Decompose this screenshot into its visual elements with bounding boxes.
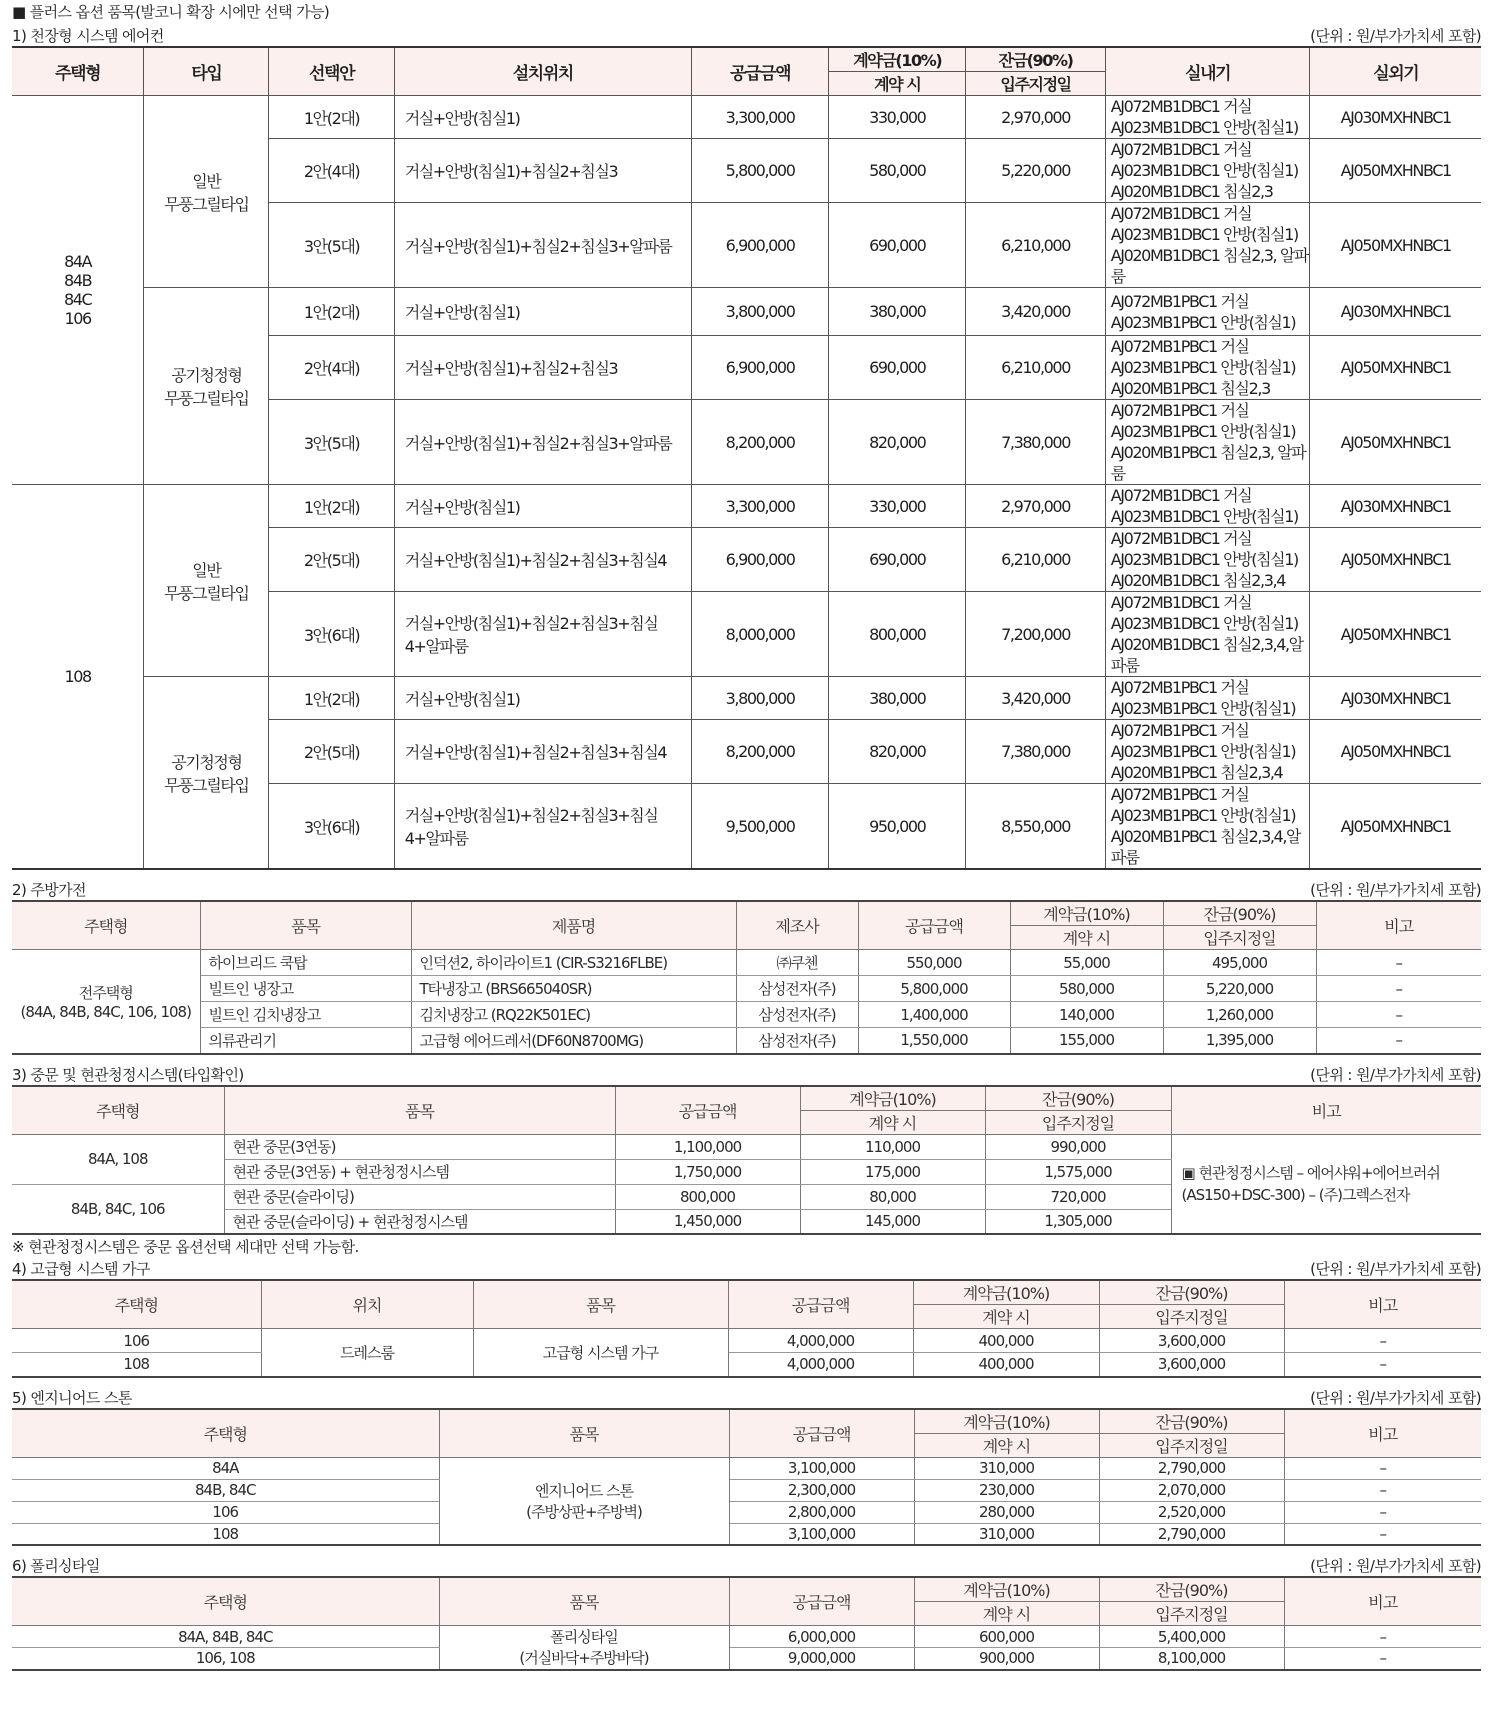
deposit-cell: 600,000 — [914, 1626, 1099, 1648]
balance-cell: 1,305,000 — [985, 1209, 1171, 1234]
col-house-type: 주택형 — [12, 1086, 224, 1135]
system-furniture-table — [12, 1279, 1481, 1378]
col-balance: 잔금(90%) — [1099, 1280, 1284, 1305]
col-remark: 비고 — [1284, 1409, 1481, 1458]
remark-text: ▣ 현관청정시스템 – 에어샤워+에어브러쉬 (AS150+DSC-300) – (주)그렉스전자 — [1181, 1163, 1440, 1204]
location-cell: 거실+안방(침실1) — [394, 485, 691, 528]
deposit-cell: 820,000 — [829, 400, 966, 485]
col-deposit-sub: 계약 시 — [800, 1110, 985, 1134]
section-1-header — [12, 23, 1481, 46]
col-deposit: 계약금(10%) — [913, 1280, 1099, 1305]
product-cell: 고급형 에어드레서(DF60N8700MG) — [411, 1028, 736, 1054]
location-cell: 거실+안방(침실1)+침실2+침실3+침실4 — [394, 528, 691, 592]
deposit-cell: 330,000 — [829, 485, 966, 528]
option-cell: 1안(2대) — [269, 677, 394, 720]
remark-cell: – — [1284, 1523, 1481, 1545]
house-type-cell: 106 — [12, 1501, 439, 1523]
house-type-cell: 106 — [12, 1329, 261, 1353]
section-5-header — [12, 1378, 1481, 1408]
table-row — [12, 1501, 1481, 1523]
type-cell: 공기청정형 무풍그릴타입 — [144, 677, 269, 870]
col-outdoor: 실외기 — [1310, 47, 1481, 96]
col-house-type: 주택형 — [12, 1577, 439, 1626]
indoor-unit-cell: AJ072MB1DBC1 거실 AJ023MB1DBC1 안방(침실1) AJ020MB1DBC1 침실2,3,4 — [1105, 528, 1310, 592]
deposit-cell: 580,000 — [1010, 976, 1163, 1002]
deposit-cell: 950,000 — [829, 784, 966, 870]
balance-cell: 6,210,000 — [966, 528, 1105, 592]
col-deposit: 계약금(10%) — [914, 1409, 1099, 1434]
aircon-table — [12, 46, 1481, 870]
deposit-cell: 800,000 — [829, 592, 966, 677]
col-item: 품목 — [439, 1577, 729, 1626]
table-row — [12, 1329, 1481, 1353]
stone-rows — [12, 1457, 1481, 1545]
section-title: 2) 주방가전 — [12, 881, 86, 899]
tile-rows — [12, 1626, 1481, 1670]
product-cell: 김치냉장고 (RQ22K501EC) — [411, 1002, 736, 1028]
indoor-unit-cell: AJ072MB1DBC1 거실 AJ023MB1DBC1 안방(침실1) AJ020MB1DBC1 침실2,3 — [1105, 139, 1310, 203]
col-deposit-sub: 계약 시 — [913, 1305, 1099, 1329]
section-title: 3) 중문 및 현관청정시스템(타입확인) — [12, 1065, 244, 1084]
remark-cell: – — [1316, 1002, 1481, 1028]
deposit-cell: 145,000 — [800, 1209, 985, 1234]
table-row — [12, 677, 1481, 720]
option-cell: 2안(4대) — [269, 139, 394, 203]
unit-note: (단위 : 원/부가가치세 포함) — [1310, 27, 1481, 45]
location-cell: 거실+안방(침실1) — [394, 288, 691, 336]
deposit-cell: 55,000 — [1010, 950, 1163, 976]
price-cell: 8,000,000 — [691, 592, 828, 677]
item-cell: 빌트인 냉장고 — [200, 976, 411, 1002]
price-cell: 3,300,000 — [691, 96, 828, 139]
indoor-unit-cell: AJ072MB1DBC1 거실 AJ023MB1DBC1 안방(침실1) — [1105, 96, 1310, 139]
table-row — [12, 96, 1481, 139]
col-option: 선택안 — [269, 47, 394, 96]
balance-cell: 3,600,000 — [1099, 1329, 1284, 1353]
house-type-cell: 84B, 84C, 106 — [12, 1184, 224, 1234]
col-remark: 비고 — [1284, 1577, 1481, 1626]
col-remark: 비고 — [1171, 1086, 1481, 1135]
indoor-unit-cell: AJ072MB1DBC1 거실 AJ023MB1DBC1 안방(침실1) AJ020MB1DBC1 침실2,3, 알파룸 — [1105, 203, 1310, 288]
balance-cell: 6,210,000 — [966, 203, 1105, 288]
option-cell: 1안(2대) — [269, 288, 394, 336]
item-cell: 현관 중문(슬라이딩) — [224, 1184, 615, 1209]
price-cell: 2,300,000 — [729, 1479, 914, 1501]
deposit-cell: 690,000 — [829, 528, 966, 592]
col-balance: 잔금(90%) — [1099, 1577, 1284, 1602]
aircon-rows — [12, 96, 1481, 870]
col-house-type: 주택형 — [12, 901, 200, 950]
price-cell: 1,400,000 — [858, 1002, 1010, 1028]
unit-note: (단위 : 원/부가가치세 포함) — [1310, 1388, 1481, 1407]
remark-cell: – — [1284, 1353, 1481, 1377]
col-price: 공급금액 — [615, 1086, 800, 1135]
indoor-unit-cell: AJ072MB1PBC1 거실 AJ023MB1PBC1 안방(침실1) AJ020MB1PBC1 침실2,3, 알파룸 — [1105, 400, 1310, 485]
price-cell: 550,000 — [858, 950, 1010, 976]
balance-cell: 2,520,000 — [1099, 1501, 1284, 1523]
table-row — [12, 1648, 1481, 1670]
balance-cell: 1,575,000 — [985, 1159, 1171, 1184]
col-deposit-sub: 계약 시 — [914, 1602, 1099, 1626]
deposit-cell: 380,000 — [829, 288, 966, 336]
price-cell: 1,750,000 — [615, 1159, 800, 1184]
unit-note: (단위 : 원/부가가치세 포함) — [1310, 881, 1481, 899]
col-type: 타입 — [144, 47, 269, 96]
price-cell: 8,200,000 — [691, 400, 828, 485]
option-cell: 1안(2대) — [269, 96, 394, 139]
col-balance-sub: 입주지정일 — [1099, 1602, 1284, 1626]
location-cell: 거실+안방(침실1)+침실2+침실3+알파룸 — [394, 400, 691, 485]
maker-cell: 삼성전자(주) — [736, 1028, 858, 1054]
balance-cell: 1,395,000 — [1163, 1028, 1316, 1054]
deposit-cell: 110,000 — [800, 1134, 985, 1159]
house-type-cell: 전주택형 (84A, 84B, 84C, 106, 108) — [12, 950, 200, 1054]
price-cell: 8,200,000 — [691, 720, 828, 784]
remark-cell: – — [1316, 976, 1481, 1002]
deposit-cell: 310,000 — [914, 1457, 1099, 1479]
col-indoor: 실내기 — [1105, 47, 1310, 96]
balance-cell: 5,400,000 — [1099, 1626, 1284, 1648]
price-cell: 1,100,000 — [615, 1134, 800, 1159]
balance-cell: 8,100,000 — [1099, 1648, 1284, 1670]
balance-cell: 990,000 — [985, 1134, 1171, 1159]
item-cell: 엔지니어드 스톤 (주방상판+주방벽) — [439, 1457, 729, 1545]
outdoor-unit-cell: AJ050MXHNBC1 — [1310, 592, 1481, 677]
outdoor-unit-cell: AJ050MXHNBC1 — [1310, 528, 1481, 592]
outdoor-unit-cell: AJ030MXHNBC1 — [1310, 96, 1481, 139]
price-cell: 1,450,000 — [615, 1209, 800, 1234]
entrance-rows — [12, 1134, 1481, 1234]
price-cell: 6,900,000 — [691, 528, 828, 592]
product-cell: T타냉장고 (BRS665040SR) — [411, 976, 736, 1002]
outdoor-unit-cell: AJ050MXHNBC1 — [1310, 336, 1481, 400]
indoor-unit-cell: AJ072MB1PBC1 거실 AJ023MB1PBC1 안방(침실1) AJ020MB1PBC1 침실2,3 — [1105, 336, 1310, 400]
kitchen-rows — [12, 950, 1481, 1054]
balance-cell: 5,220,000 — [1163, 976, 1316, 1002]
location-cell: 거실+안방(침실1) — [394, 677, 691, 720]
balance-cell: 3,600,000 — [1099, 1353, 1284, 1377]
balance-cell: 6,210,000 — [966, 336, 1105, 400]
top-note: ■ 플러스 옵션 품목(발코니 확장 시에만 선택 가능) — [12, 3, 330, 21]
item-cell: 폴리싱타일 (거실바닥+주방바닥) — [439, 1626, 729, 1670]
table-row — [12, 1028, 1481, 1054]
location-cell: 거실+안방(침실1) — [394, 96, 691, 139]
location-cell: 거실+안방(침실1)+침실2+침실3+알파룸 — [394, 203, 691, 288]
price-cell: 3,800,000 — [691, 288, 828, 336]
price-cell: 9,000,000 — [729, 1648, 914, 1670]
table-row — [12, 1626, 1481, 1648]
deposit-cell: 155,000 — [1010, 1028, 1163, 1054]
deposit-cell: 80,000 — [800, 1184, 985, 1209]
outdoor-unit-cell: AJ050MXHNBC1 — [1310, 720, 1481, 784]
outdoor-unit-cell: AJ050MXHNBC1 — [1310, 400, 1481, 485]
house-type-cell: 84A 84B 84C 106 — [12, 96, 144, 485]
section-title: 4) 고급형 시스템 가구 — [12, 1260, 150, 1278]
price-document — [0, 2, 1495, 1671]
col-house-type: 주택형 — [12, 1280, 261, 1329]
option-cell: 1안(2대) — [269, 485, 394, 528]
table-row — [12, 976, 1481, 1002]
unit-note: (단위 : 원/부가가치세 포함) — [1310, 1260, 1481, 1278]
deposit-cell: 690,000 — [829, 203, 966, 288]
col-deposit: 계약금(10%) — [914, 1577, 1099, 1602]
remark-cell: – — [1284, 1329, 1481, 1353]
balance-cell: 2,790,000 — [1099, 1523, 1284, 1545]
house-type-cell: 108 — [12, 1353, 261, 1377]
col-item: 품목 — [200, 901, 411, 950]
col-balance-sub: 입주지정일 — [966, 72, 1105, 96]
col-deposit-sub: 계약 시 — [1010, 926, 1163, 950]
balance-cell: 3,420,000 — [966, 288, 1105, 336]
option-cell: 2안(5대) — [269, 528, 394, 592]
item-cell: 의류관리기 — [200, 1028, 411, 1054]
col-maker: 제조사 — [736, 901, 858, 950]
item-cell: 고급형 시스템 가구 — [473, 1329, 728, 1377]
col-balance: 잔금(90%) — [985, 1086, 1171, 1111]
col-balance: 잔금(90%) — [1099, 1409, 1284, 1434]
balance-cell: 2,070,000 — [1099, 1479, 1284, 1501]
polishing-tile-table — [12, 1576, 1481, 1671]
remark-cell: – — [1284, 1479, 1481, 1501]
house-type-cell: 84B, 84C — [12, 1479, 439, 1501]
type-cell: 공기청정형 무풍그릴타입 — [144, 288, 269, 485]
item-cell: 현관 중문(3연동) + 현관청정시스템 — [224, 1159, 615, 1184]
deposit-cell: 580,000 — [829, 139, 966, 203]
deposit-cell: 690,000 — [829, 336, 966, 400]
balance-cell: 3,420,000 — [966, 677, 1105, 720]
type-cell: 일반 무풍그릴타입 — [144, 485, 269, 677]
col-item: 품목 — [473, 1280, 728, 1329]
outdoor-unit-cell: AJ030MXHNBC1 — [1310, 288, 1481, 336]
col-house-type: 주택형 — [12, 47, 144, 96]
section-3-header — [12, 1055, 1481, 1085]
price-cell: 4,000,000 — [728, 1329, 913, 1353]
col-price: 공급금액 — [729, 1409, 914, 1458]
col-balance-sub: 입주지정일 — [1099, 1433, 1284, 1457]
house-type-cell: 108 — [12, 1523, 439, 1545]
col-remark: 비고 — [1316, 901, 1481, 950]
balance-cell: 5,220,000 — [966, 139, 1105, 203]
indoor-unit-cell: AJ072MB1PBC1 거실 AJ023MB1PBC1 안방(침실1) AJ020MB1PBC1 침실2,3,4,알파룸 — [1105, 784, 1310, 870]
price-cell: 5,800,000 — [691, 139, 828, 203]
col-deposit: 계약금(10%) — [800, 1086, 985, 1111]
col-balance-sub: 입주지정일 — [1163, 926, 1316, 950]
table-row — [12, 1523, 1481, 1545]
balance-cell: 495,000 — [1163, 950, 1316, 976]
type-cell: 일반 무풍그릴타입 — [144, 96, 269, 288]
item-cell: 하이브리드 쿡탑 — [200, 950, 411, 976]
house-type-cell: 84A, 84B, 84C — [12, 1626, 439, 1648]
col-deposit: 계약금(10%) — [1010, 901, 1163, 926]
balance-cell: 2,790,000 — [1099, 1457, 1284, 1479]
indoor-unit-cell: AJ072MB1PBC1 거실 AJ023MB1PBC1 안방(침실1) AJ020MB1PBC1 침실2,3,4 — [1105, 720, 1310, 784]
col-house-type: 주택형 — [12, 1409, 439, 1458]
remark-cell: – — [1284, 1626, 1481, 1648]
outdoor-unit-cell: AJ050MXHNBC1 — [1310, 139, 1481, 203]
section-2-header — [12, 870, 1481, 900]
deposit-cell: 280,000 — [914, 1501, 1099, 1523]
section-6-header — [12, 1546, 1481, 1576]
outdoor-unit-cell: AJ050MXHNBC1 — [1310, 203, 1481, 288]
maker-cell: 삼성전자(주) — [736, 1002, 858, 1028]
indoor-unit-cell: AJ072MB1PBC1 거실 AJ023MB1PBC1 안방(침실1) — [1105, 288, 1310, 336]
outdoor-unit-cell: AJ030MXHNBC1 — [1310, 677, 1481, 720]
price-cell: 2,800,000 — [729, 1501, 914, 1523]
unit-note: (단위 : 원/부가가치세 포함) — [1310, 1557, 1481, 1575]
col-item: 품목 — [439, 1409, 729, 1458]
table-row — [12, 1134, 1481, 1159]
col-location: 위치 — [261, 1280, 473, 1329]
col-balance-sub: 입주지정일 — [985, 1110, 1171, 1134]
price-cell: 3,100,000 — [729, 1457, 914, 1479]
col-balance: 잔금(90%) — [966, 47, 1105, 72]
price-cell: 800,000 — [615, 1184, 800, 1209]
house-type-cell: 106, 108 — [12, 1648, 439, 1670]
col-price: 공급금액 — [729, 1577, 914, 1626]
house-type-cell: 84A — [12, 1457, 439, 1479]
indoor-unit-cell: AJ072MB1DBC1 거실 AJ023MB1DBC1 안방(침실1) — [1105, 485, 1310, 528]
balance-cell: 7,200,000 — [966, 592, 1105, 677]
balance-cell: 1,260,000 — [1163, 1002, 1316, 1028]
balance-cell: 2,970,000 — [966, 485, 1105, 528]
balance-cell: 7,380,000 — [966, 720, 1105, 784]
location-cell: 드레스룸 — [261, 1329, 473, 1377]
balance-cell: 7,380,000 — [966, 400, 1105, 485]
price-cell: 9,500,000 — [691, 784, 828, 870]
col-product: 제품명 — [411, 901, 736, 950]
section-title: 1) 천장형 시스템 에어컨 — [12, 27, 164, 45]
col-balance-sub: 입주지정일 — [1099, 1305, 1284, 1329]
deposit-cell: 380,000 — [829, 677, 966, 720]
balance-cell: 8,550,000 — [966, 784, 1105, 870]
price-cell: 3,300,000 — [691, 485, 828, 528]
price-cell: 4,000,000 — [728, 1353, 913, 1377]
price-cell: 1,550,000 — [858, 1028, 1010, 1054]
price-cell: 6,900,000 — [691, 203, 828, 288]
col-deposit: 계약금(10%) — [829, 47, 966, 72]
col-deposit-sub: 계약 시 — [829, 72, 966, 96]
col-price: 공급금액 — [691, 47, 828, 96]
product-cell: 인덕션2, 하이라이트1 (CIR-S3216FLBE) — [411, 950, 736, 976]
price-cell: 6,900,000 — [691, 336, 828, 400]
price-cell: 5,800,000 — [858, 976, 1010, 1002]
maker-cell: ㈜쿠첸 — [736, 950, 858, 976]
deposit-cell: 820,000 — [829, 720, 966, 784]
indoor-unit-cell: AJ072MB1DBC1 거실 AJ023MB1DBC1 안방(침실1) AJ020MB1DBC1 침실2,3,4,알파룸 — [1105, 592, 1310, 677]
option-cell: 3안(5대) — [269, 203, 394, 288]
table-row — [12, 1457, 1481, 1479]
table-row — [12, 1353, 1481, 1377]
col-deposit-sub: 계약 시 — [914, 1433, 1099, 1457]
table-row — [12, 485, 1481, 528]
deposit-cell: 230,000 — [914, 1479, 1099, 1501]
remark-cell: – — [1316, 950, 1481, 976]
remark-cell: – — [1284, 1457, 1481, 1479]
furniture-rows — [12, 1329, 1481, 1377]
col-price: 공급금액 — [858, 901, 1010, 950]
engineered-stone-table — [12, 1408, 1481, 1547]
deposit-cell: 175,000 — [800, 1159, 985, 1184]
outdoor-unit-cell: AJ030MXHNBC1 — [1310, 485, 1481, 528]
section-title: 5) 엔지니어드 스톤 — [12, 1388, 132, 1407]
kitchen-appliance-table — [12, 900, 1481, 1055]
location-cell: 거실+안방(침실1)+침실2+침실3+침실4+알파룸 — [394, 592, 691, 677]
location-cell: 거실+안방(침실1)+침실2+침실3 — [394, 139, 691, 203]
table-row — [12, 1479, 1481, 1501]
item-cell: 현관 중문(3연동) — [224, 1134, 615, 1159]
balance-cell: 2,970,000 — [966, 96, 1105, 139]
deposit-cell: 400,000 — [913, 1353, 1099, 1377]
deposit-cell: 900,000 — [914, 1648, 1099, 1670]
section-title: 6) 폴리싱타일 — [12, 1557, 100, 1575]
col-price: 공급금액 — [728, 1280, 913, 1329]
item-cell: 현관 중문(슬라이딩) + 현관청정시스템 — [224, 1209, 615, 1234]
item-cell: 빌트인 김치냉장고 — [200, 1002, 411, 1028]
house-type-cell: 84A, 108 — [12, 1134, 224, 1184]
footnote: ※ 현관청정시스템은 중문 옵션선택 세대만 선택 가능함. — [12, 1238, 359, 1256]
col-balance: 잔금(90%) — [1163, 901, 1316, 926]
deposit-cell: 140,000 — [1010, 1002, 1163, 1028]
deposit-cell: 310,000 — [914, 1523, 1099, 1545]
section-4-header — [12, 1257, 1481, 1279]
remark-cell: – — [1316, 1028, 1481, 1054]
option-cell: 3안(6대) — [269, 592, 394, 677]
option-cell: 3안(6대) — [269, 784, 394, 870]
balance-cell: 720,000 — [985, 1184, 1171, 1209]
location-cell: 거실+안방(침실1)+침실2+침실3+침실4+알파룸 — [394, 784, 691, 870]
outdoor-unit-cell: AJ050MXHNBC1 — [1310, 784, 1481, 870]
price-cell: 6,000,000 — [729, 1626, 914, 1648]
indoor-unit-cell: AJ072MB1PBC1 거실 AJ023MB1PBC1 안방(침실1) — [1105, 677, 1310, 720]
location-cell: 거실+안방(침실1)+침실2+침실3 — [394, 336, 691, 400]
col-location: 설치위치 — [394, 47, 691, 96]
col-item: 품목 — [224, 1086, 615, 1135]
option-cell: 2안(5대) — [269, 720, 394, 784]
remark-cell — [1171, 1134, 1481, 1234]
price-cell: 3,100,000 — [729, 1523, 914, 1545]
table-row — [12, 1002, 1481, 1028]
col-remark: 비고 — [1284, 1280, 1481, 1329]
option-cell: 3안(5대) — [269, 400, 394, 485]
remark-cell: – — [1284, 1501, 1481, 1523]
maker-cell: 삼성전자(주) — [736, 976, 858, 1002]
table-row — [12, 288, 1481, 336]
unit-note: (단위 : 원/부가가치세 포함) — [1310, 1065, 1481, 1084]
option-cell: 2안(4대) — [269, 336, 394, 400]
deposit-cell: 330,000 — [829, 96, 966, 139]
price-cell: 3,800,000 — [691, 677, 828, 720]
remark-cell: – — [1284, 1648, 1481, 1670]
table-row — [12, 950, 1481, 976]
deposit-cell: 400,000 — [913, 1329, 1099, 1353]
house-type-cell: 108 — [12, 485, 144, 870]
entrance-door-table — [12, 1085, 1481, 1236]
location-cell: 거실+안방(침실1)+침실2+침실3+침실4 — [394, 720, 691, 784]
